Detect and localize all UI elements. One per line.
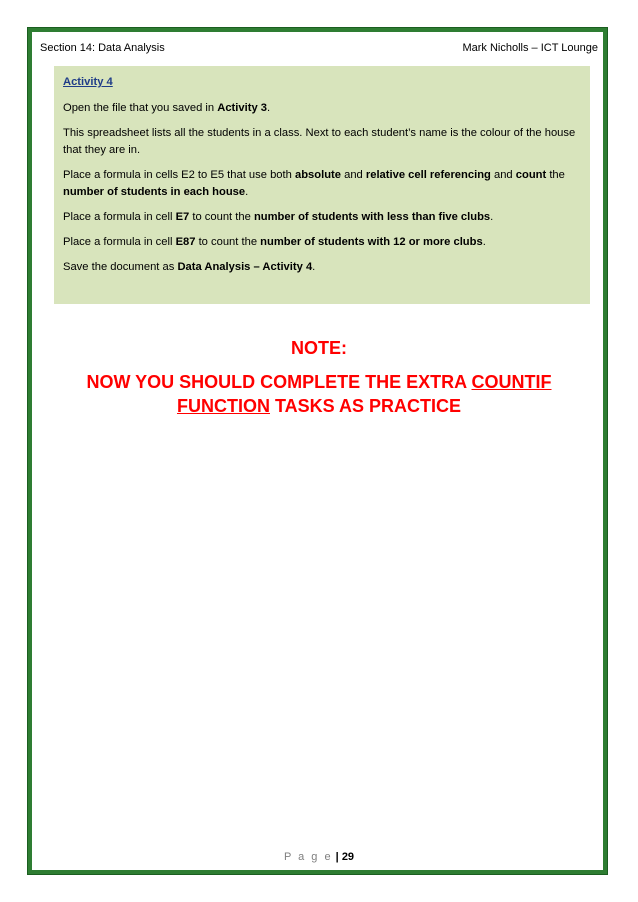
- note-title: NOTE:: [291, 338, 347, 358]
- activity-box: [54, 66, 590, 304]
- text: .: [490, 211, 494, 223]
- page-label: P a g e: [283, 851, 333, 863]
- bold-text: Data Analysis – Activity 4: [177, 261, 313, 273]
- text: to count the: [189, 211, 254, 223]
- page-number: 29: [341, 851, 355, 863]
- page-header: [40, 41, 598, 55]
- note-section: [40, 336, 598, 418]
- activity-step-formula-houses: [63, 167, 581, 201]
- text: TASKS AS PRACTICE: [269, 396, 461, 416]
- page-footer: [0, 851, 638, 863]
- text: .: [245, 186, 249, 198]
- underlined-text: COUNTIF FUNCTION: [176, 372, 552, 416]
- page-separator: |: [332, 851, 342, 863]
- text: and: [490, 169, 516, 181]
- text: .: [267, 102, 271, 114]
- bold-text: number of students with 12 or more clubs: [260, 236, 483, 248]
- text: NOW YOU SHOULD COMPLETE THE EXTRA: [86, 372, 472, 392]
- text: the: [546, 169, 565, 181]
- header-author: Mark Nicholls – ICT Lounge: [462, 42, 598, 54]
- text: Place a formula in cells E2 to E5 that use both: [63, 169, 295, 181]
- header-section: Section 14: Data Analysis: [40, 42, 165, 54]
- text: Open the file that you saved in: [63, 102, 218, 114]
- bold-text: relative cell referencing: [365, 169, 491, 181]
- text: .: [482, 236, 486, 248]
- activity-step-open: [63, 100, 581, 117]
- bold-text: Activity 3: [217, 102, 267, 114]
- activity-step-formula-e87: [63, 234, 581, 251]
- text: .: [312, 261, 316, 273]
- bold-text: absolute: [294, 169, 341, 181]
- bold-text: E87: [175, 236, 196, 248]
- bold-text: E7: [175, 211, 190, 223]
- activity-step-formula-e7: [63, 209, 581, 226]
- text: Save the document as: [63, 261, 178, 273]
- bold-text: count: [515, 169, 547, 181]
- text: Place a formula in cell: [63, 236, 176, 248]
- bold-text: number of students with less than five clubs: [253, 211, 491, 223]
- note-body: [40, 370, 598, 418]
- text: to count the: [195, 236, 261, 248]
- activity-title: Activity 4: [63, 76, 113, 88]
- bold-text: number of students in each house: [63, 186, 246, 198]
- activity-description: This spreadsheet lists all the students in a class. Next to each student’s name is the colour of the house that they are in.: [63, 127, 576, 156]
- text: Place a formula in cell: [63, 211, 176, 223]
- text: and: [340, 169, 366, 181]
- activity-step-save: [63, 259, 581, 276]
